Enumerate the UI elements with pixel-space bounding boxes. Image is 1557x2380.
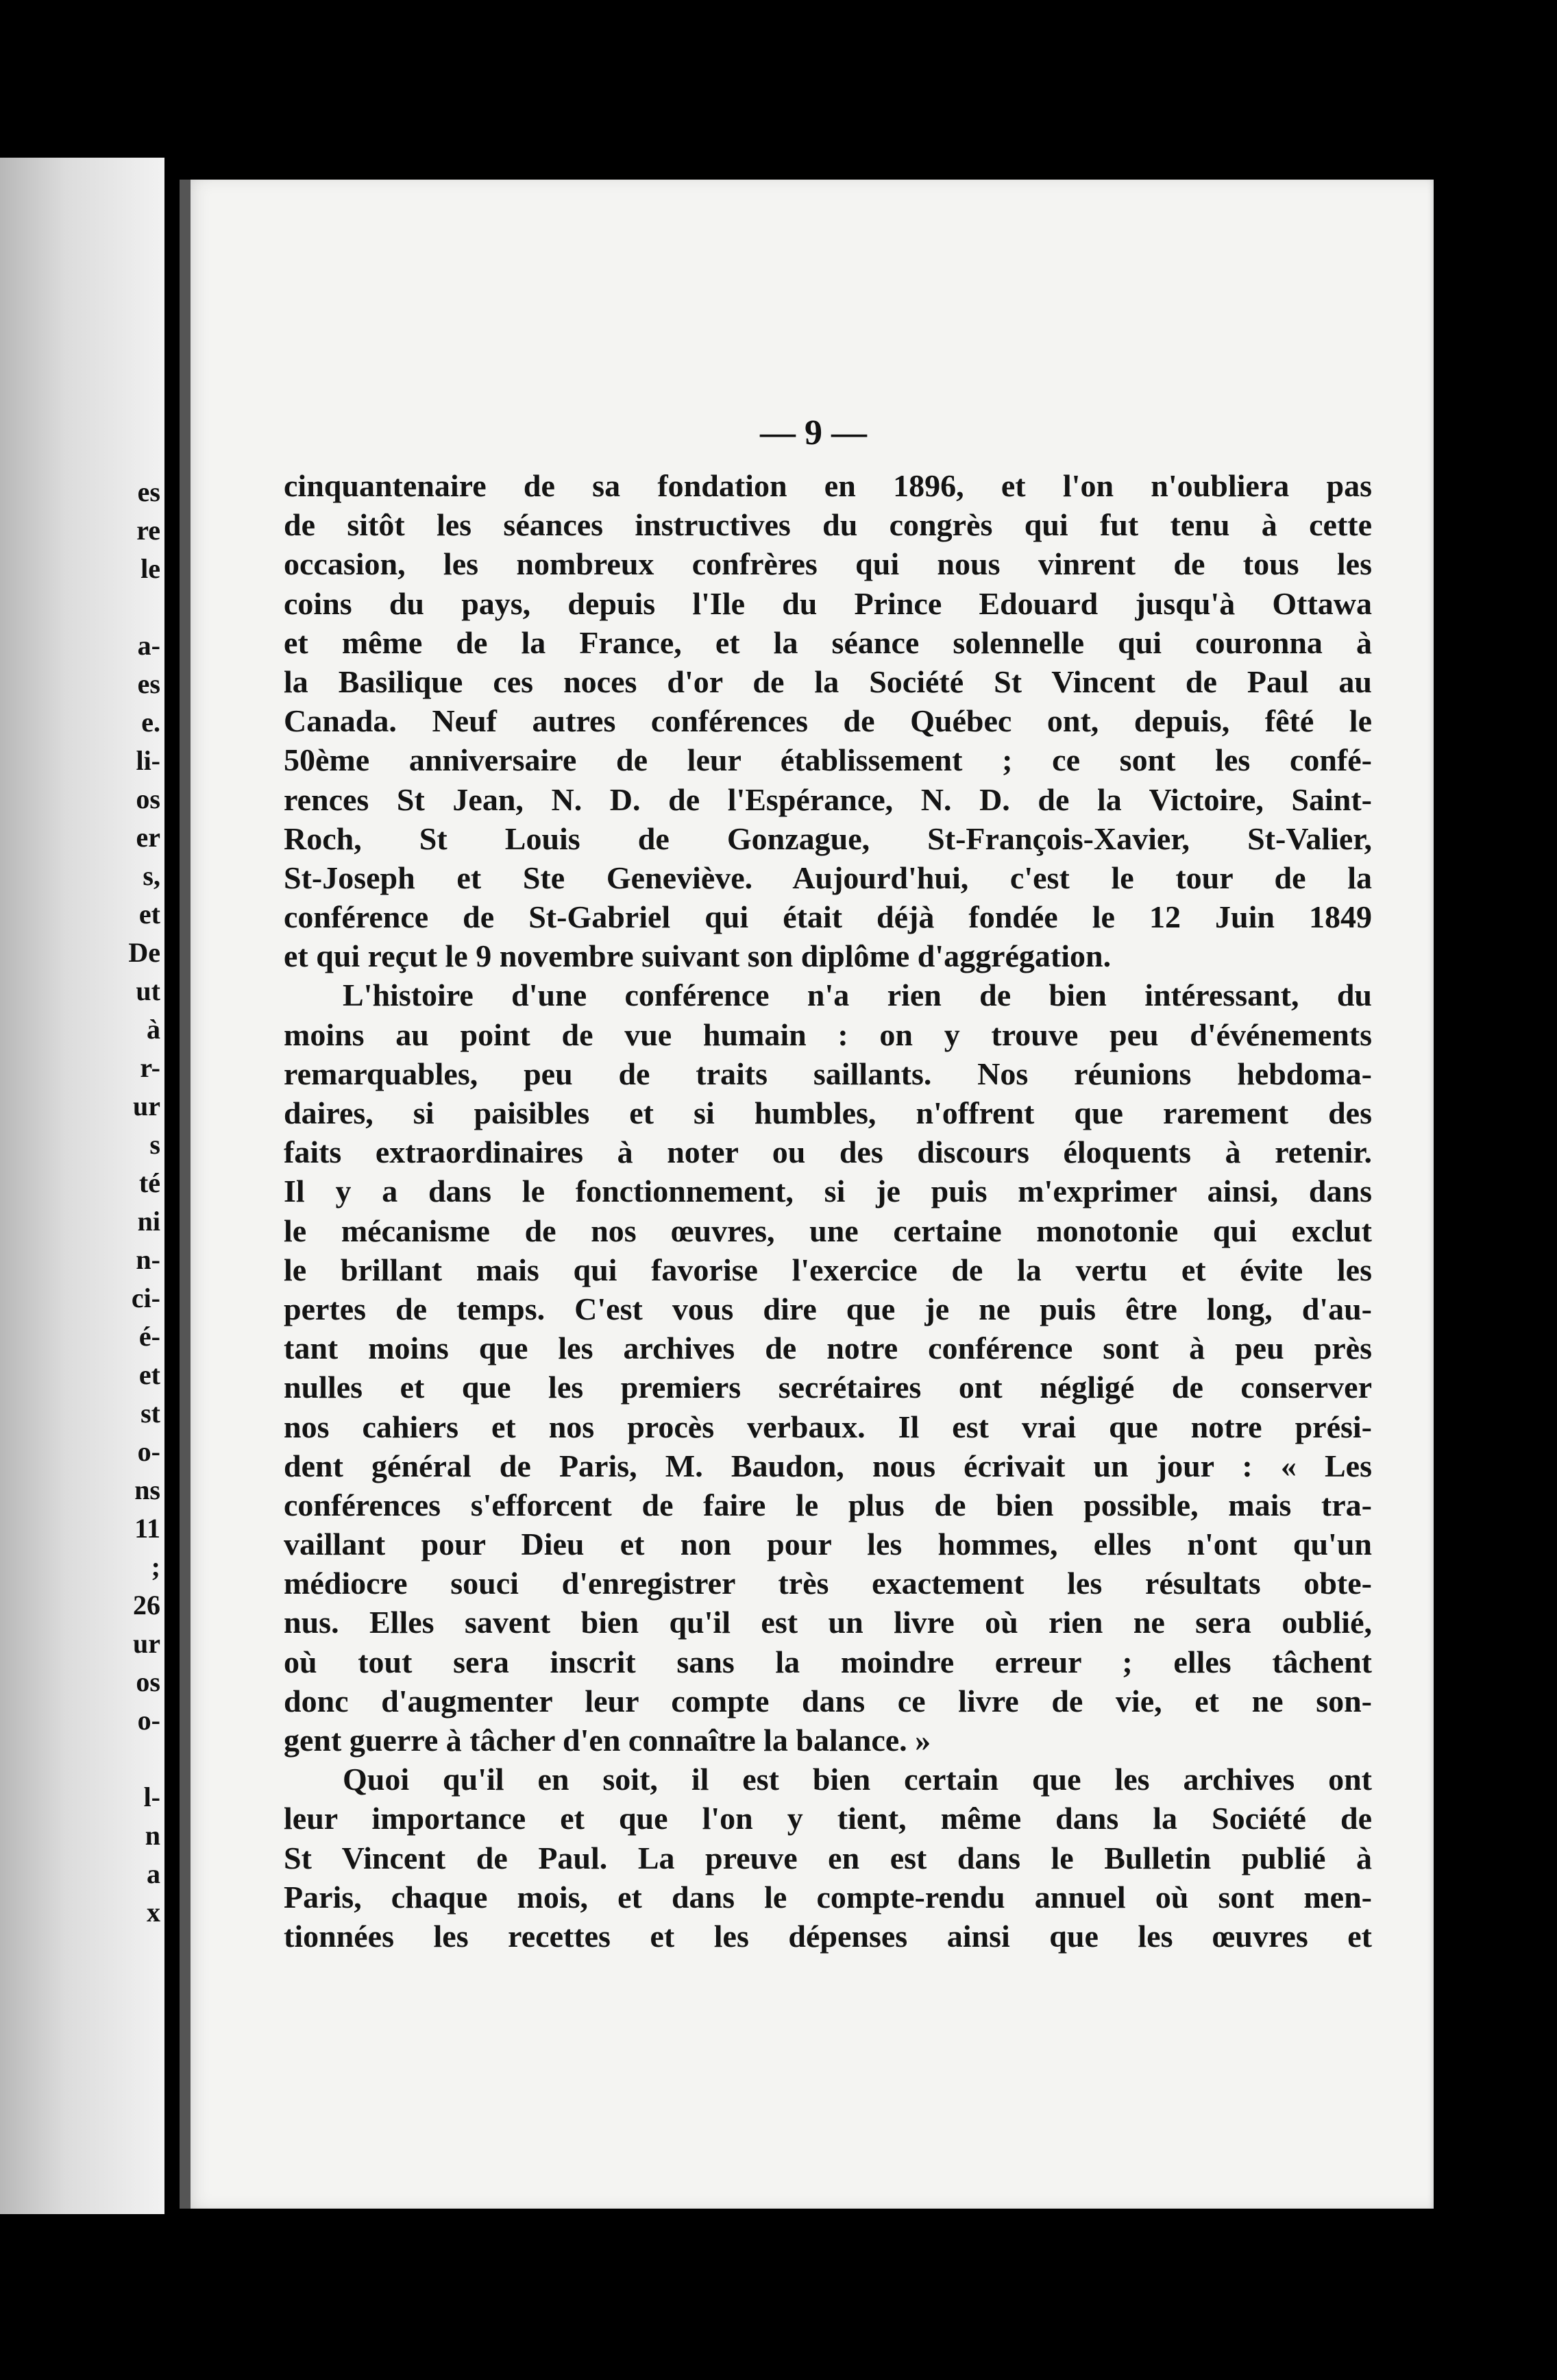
adjacent-page-fragment: es (137, 476, 160, 507)
adjacent-page-fragment: es (137, 668, 160, 699)
body-text (284, 466, 1372, 1956)
adjacent-page-fragment: os (136, 1666, 160, 1697)
adjacent-page-fragment: l- (143, 1782, 160, 1812)
text-line: le brillant mais qui favorise l'exercice de la vertu et évite les (284, 1252, 1372, 1287)
text-line: St Vincent de Paul. La preuve en est dans le Bulletin publié à (284, 1840, 1372, 1875)
text-line: moins au point de vue humain : on y trouve peu d'événements (284, 1017, 1372, 1052)
text-line: Roch, St Louis de Gonzague, St-François-Xavier, St-Valier, (284, 821, 1372, 856)
adjacent-page-fragment: r- (140, 1052, 160, 1083)
document-page (180, 180, 1434, 2209)
adjacent-page-fragment: re (136, 515, 160, 546)
text-line: leur importance et que l'on y tient, même dans la Société de (284, 1801, 1372, 1836)
text-line: tionnées les recettes et les dépenses ainsi que les œuvres et (284, 1918, 1372, 1954)
text-line: et même de la France, et la séance solennelle qui couronna à (284, 624, 1372, 660)
adjacent-page-fragment: é- (138, 1321, 160, 1352)
text-line: nos cahiers et nos procès verbaux. Il est vrai que notre prési- (284, 1409, 1372, 1444)
adjacent-page-fragment: 11 (134, 1513, 160, 1544)
text-line: donc d'augmenter leur compte dans ce livre de vie, et ne son- (284, 1683, 1372, 1719)
text-line: coins du pays, depuis l'Ile du Prince Edouard jusqu'à Ottawa (284, 585, 1372, 621)
text-line: L'histoire d'une conférence n'a rien de bien intéressant, du (343, 977, 1372, 1013)
adjacent-page-fragment: et (138, 1359, 160, 1390)
text-line: pertes de temps. C'est vous dire que je ne puis être long, d'au- (284, 1291, 1372, 1326)
adjacent-page-fragment: et (138, 899, 160, 930)
adjacent-page-text (0, 473, 164, 1932)
adjacent-page-fragment: ut (136, 975, 160, 1006)
text-line: et qui reçut le 9 novembre suivant son diplôme d'aggrégation. (284, 938, 1112, 974)
adjacent-page-fragment: o- (137, 1436, 160, 1467)
adjacent-page-fragment: 26 (133, 1590, 160, 1620)
text-line: rences St Jean, N. D. de l'Espérance, N. D. de la Victoire, Saint- (284, 781, 1372, 817)
adjacent-page-fragment: s, (143, 860, 160, 891)
adjacent-page-fragment: n (145, 1820, 160, 1851)
adjacent-page-fragment (0, 588, 164, 627)
adjacent-page-fragment: té (138, 1167, 160, 1198)
adjacent-page-fragment: ci- (131, 1283, 160, 1313)
adjacent-page-fragment: er (136, 822, 160, 853)
text-line: nus. Elles savent bien qu'il est un livre où rien ne sera oublié, (284, 1605, 1372, 1640)
text-line: nulles et que les premiers secrétaires ont négligé de conserver (284, 1370, 1372, 1405)
text-line: dent général de Paris, M. Baudon, nous écrivait un jour : « Les (284, 1448, 1372, 1483)
text-line: conférence de St-Gabriel qui était déjà fondée le 12 Juin 1849 (284, 899, 1372, 935)
adjacent-page-fragment: s (149, 1129, 160, 1160)
paragraph (284, 1760, 1372, 1956)
text-line: faits extraordinaires à noter ou des discours éloquents à retenir. (284, 1134, 1372, 1170)
text-line: vaillant pour Dieu et non pour les hommes, elles n'ont qu'un (284, 1527, 1372, 1562)
text-line: cinquantenaire de sa fondation en 1896, et l'on n'oubliera pas (284, 468, 1372, 503)
adjacent-page-fragment: x (147, 1897, 160, 1928)
paragraph (284, 466, 1372, 975)
text-line: remarquables, peu de traits saillants. Nos réunions hebdoma- (284, 1056, 1372, 1091)
text-line: la Basilique ces noces d'or de la Société St Vincent de Paul au (284, 664, 1372, 699)
adjacent-page-fragment: a- (137, 630, 160, 661)
text-line: daires, si paisibles et si humbles, n'offrent que rarement des (284, 1095, 1372, 1130)
paragraph (284, 975, 1372, 1760)
adjacent-page-fragment: os (136, 784, 160, 814)
adjacent-page-fragment: o- (137, 1705, 160, 1736)
text-line: gent guerre à tâcher d'en connaître la balance. » (284, 1723, 931, 1758)
page-spine-edge (180, 180, 191, 2209)
adjacent-page-fragment: st (140, 1398, 160, 1429)
adjacent-page-fragment: le (140, 553, 160, 584)
adjacent-page-fragment: ; (151, 1551, 160, 1582)
text-line: Il y a dans le fonctionnement, si je puis m'exprimer ainsi, dans (284, 1174, 1372, 1209)
text-line: Canada. Neuf autres conférences de Québec ont, depuis, fêté le (284, 703, 1372, 739)
adjacent-page-fragment: n- (136, 1244, 160, 1275)
text-line: 50ème anniversaire de leur établissement ; ce sont les confé- (284, 742, 1372, 778)
adjacent-page-fragment: à (147, 1014, 160, 1045)
text-line: le mécanisme de nos œuvres, une certaine monotonie qui exclut (284, 1213, 1372, 1248)
page-number: — 9 — (760, 413, 867, 452)
text-line: médiocre souci d'enregistrer très exactement les résultats obte- (284, 1566, 1372, 1601)
text-line: Quoi qu'il en soit, il est bien certain que les archives ont (343, 1762, 1372, 1797)
adjacent-page-fragment: ur (133, 1091, 160, 1121)
adjacent-page-fragment: ns (134, 1474, 160, 1505)
text-line: St-Joseph et Ste Geneviève. Aujourd'hui, c'est le tour de la (284, 860, 1372, 895)
adjacent-page-fragment (0, 1740, 164, 1778)
text-line: occasion, les nombreux confrères qui nous vinrent de tous les (284, 546, 1372, 582)
adjacent-page-fragment: e. (141, 707, 160, 738)
adjacent-page-fragment: ur (133, 1628, 160, 1659)
text-line: tant moins que les archives de notre conférence sont à peu près (284, 1331, 1372, 1366)
text-line: où tout sera inscrit sans la moindre erreur ; elles tâchent (284, 1644, 1372, 1679)
adjacent-page-fragment: a (147, 1858, 160, 1889)
text-line: Paris, chaque mois, et dans le compte-rendu annuel où sont men- (284, 1879, 1372, 1915)
adjacent-page-fragment: De (128, 937, 160, 968)
text-line: conférences s'efforcent de faire le plus de bien possible, mais tra- (284, 1487, 1372, 1522)
text-line: de sitôt les séances instructives du congrès qui fut tenu à cette (284, 507, 1372, 543)
adjacent-page-fragment: li- (136, 745, 160, 776)
adjacent-page-fragment: ni (137, 1206, 160, 1237)
